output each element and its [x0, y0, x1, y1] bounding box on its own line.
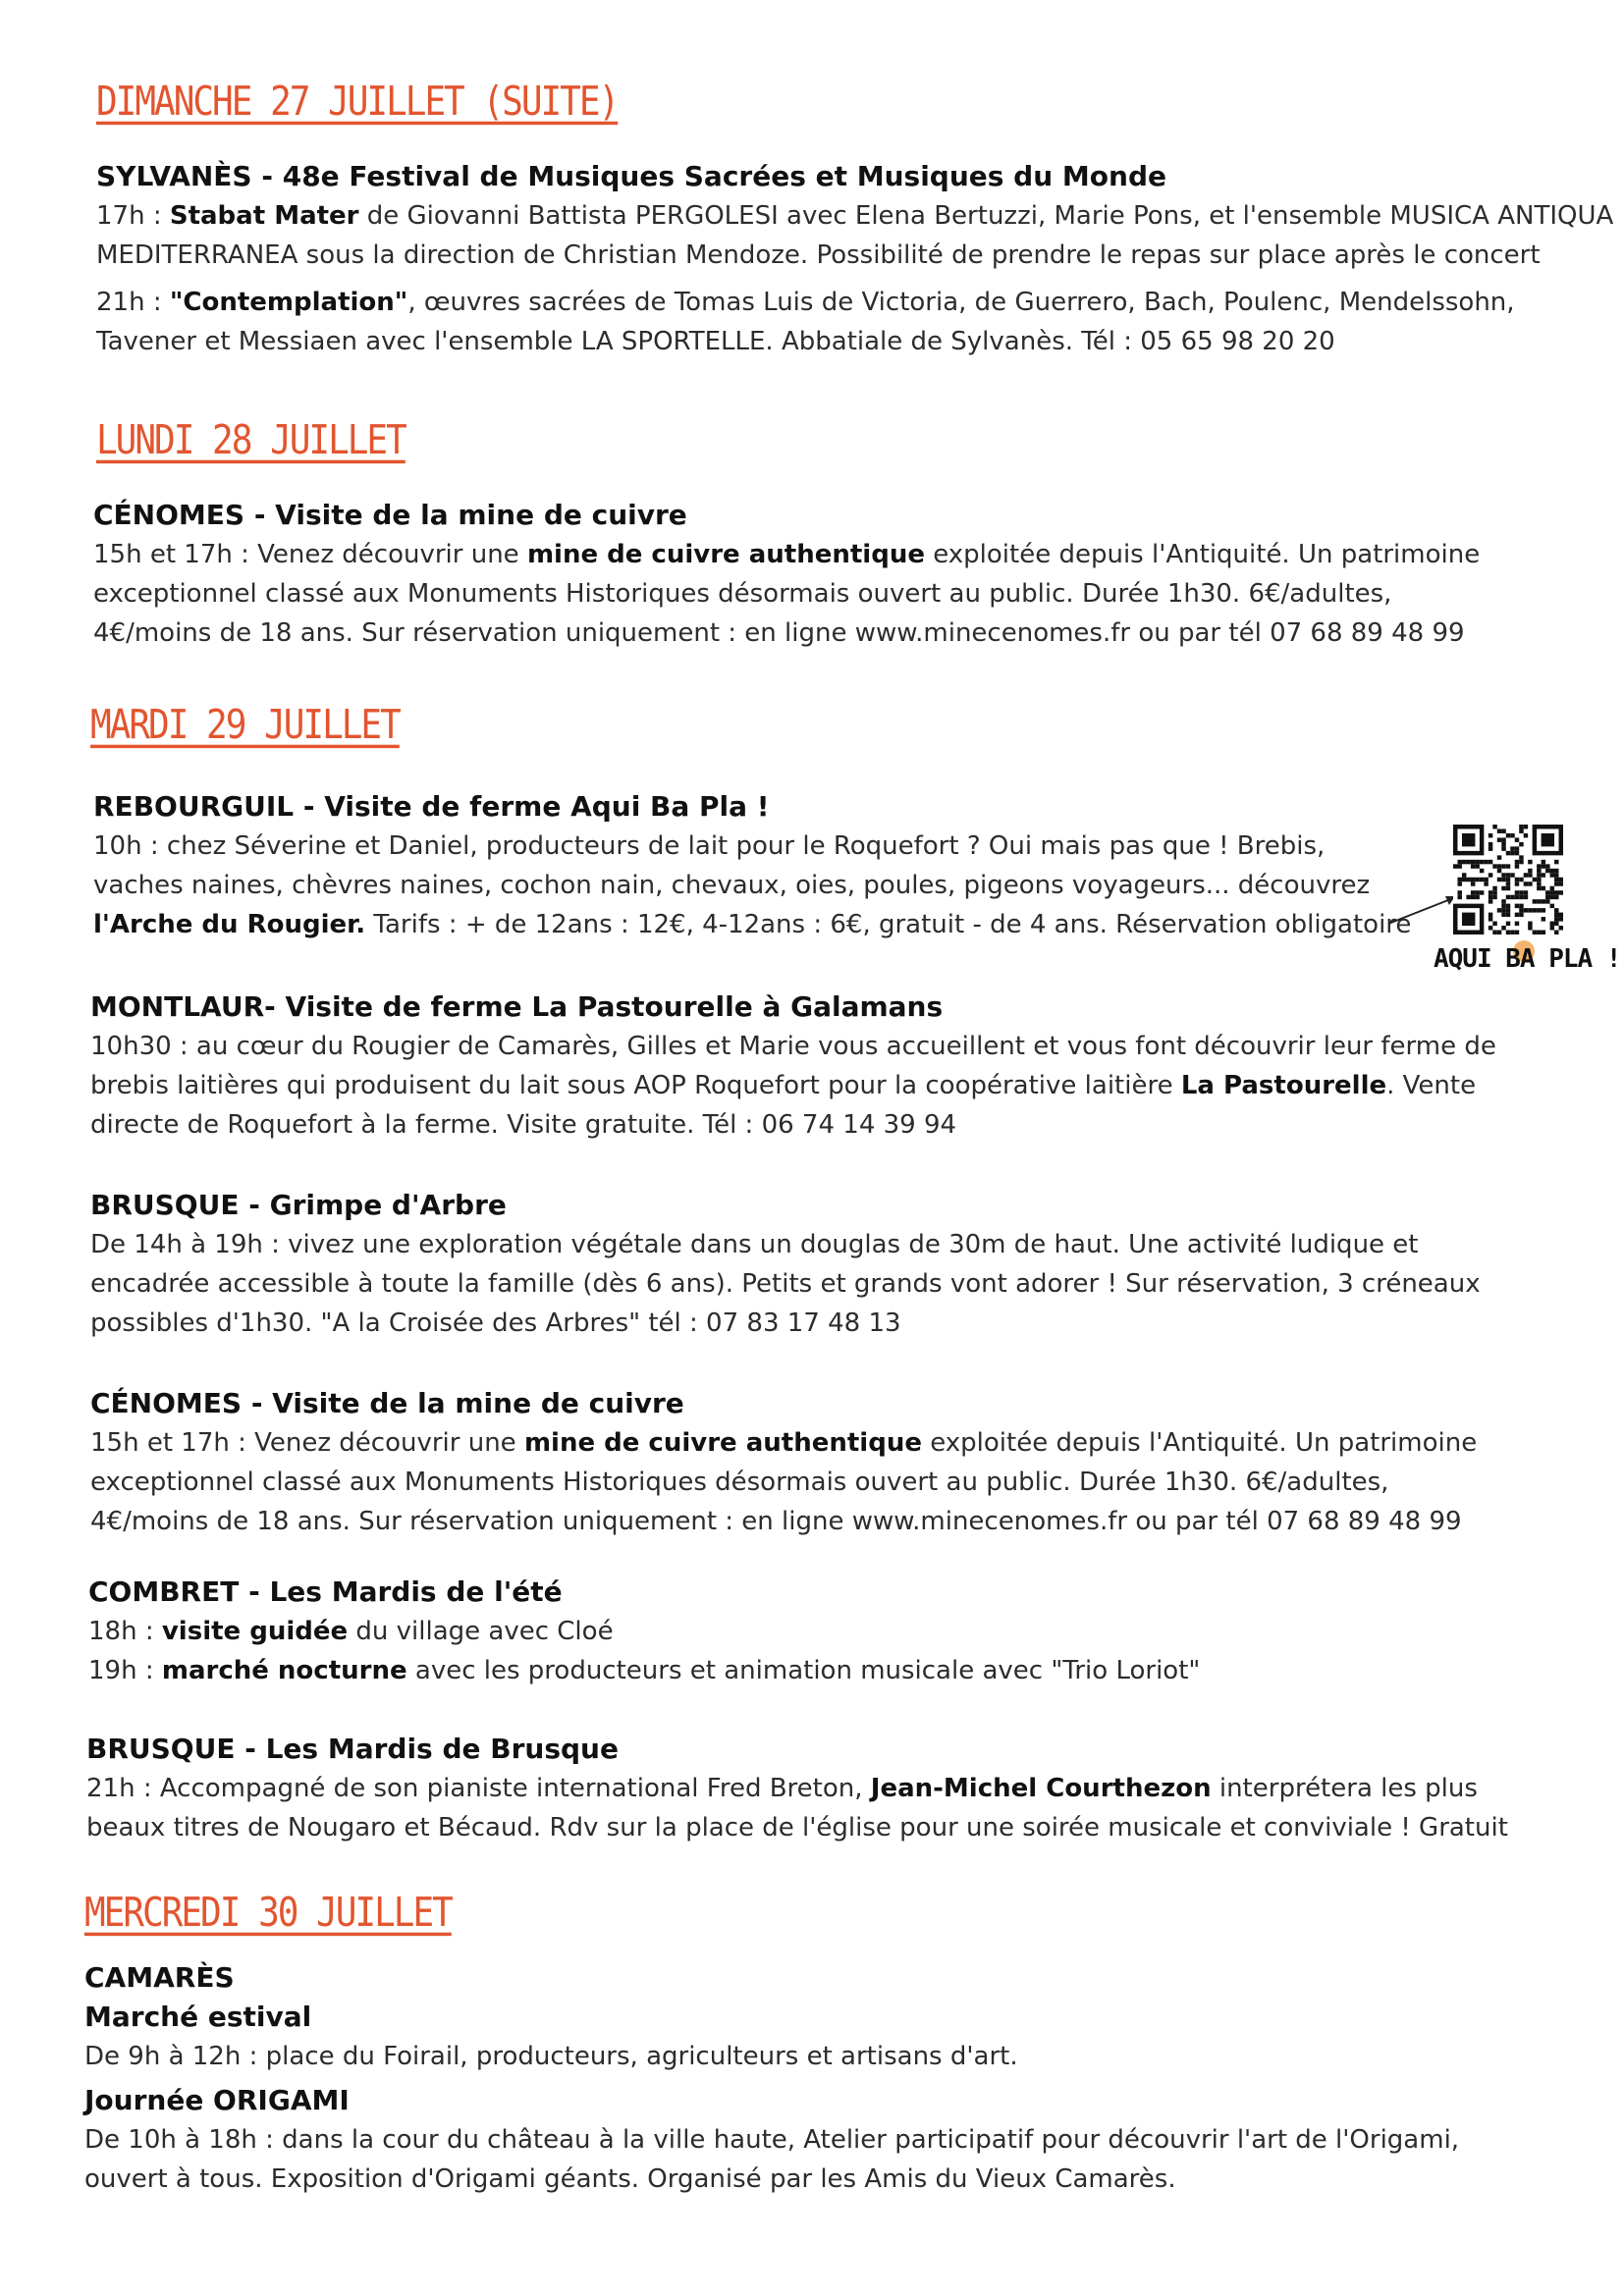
event-description [84, 2037, 1557, 2076]
description-line: beaux titres de Nougaro et Bécaud. Rdv sur la place de l'église pour une soirée musicale et conviviale ! Gratuit [86, 1813, 1508, 1842]
description-line: exceptionnel classé aux Monuments Historiques désormais ouvert au public. Durée 1h30. 6€/adultes, [90, 1468, 1389, 1497]
event-title: CÉNOMES - Visite de la mine de cuivre [90, 1387, 684, 1419]
event-title: COMBRET - Les Mardis de l'été [88, 1575, 563, 1608]
day-heading-wednesday: MERCREDI 30 JUILLET [84, 1890, 452, 1937]
arrow-icon [1384, 888, 1463, 928]
description-line: 17h : Stabat Mater de Giovanni Battista PERGOLESI avec Elena Bertuzzi, Marie Pons, et l'ensemble MUSICA ANTIQUA [96, 201, 1614, 231]
description-line: 15h et 17h : Venez découvrir une mine de cuivre authentique exploitée depuis l'Antiquité. Un patrimoine [90, 1428, 1478, 1458]
description-line: 4€/moins de 18 ans. Sur réservation uniquement : en ligne www.minecenomes.fr ou par tél 07 68 89 48 99 [93, 618, 1465, 648]
event-title: CAMARÈS [84, 1961, 235, 1994]
event-rebourguil [93, 787, 1566, 944]
event-title: REBOURGUIL - Visite de ferme Aqui Ba Pla ! [93, 790, 770, 823]
qr-code-icon [1453, 825, 1563, 934]
event-title: MONTLAUR- Visite de ferme La Pastourelle à Galamans [90, 990, 944, 1023]
event-camares [84, 1958, 1557, 1998]
event-description [86, 1769, 1559, 1847]
event-sylvanes [96, 157, 1614, 361]
event-description [88, 1612, 1561, 1690]
description-line: encadrée accessible à toute la famille (dès 6 ans). Petits et grands vont adorer ! Sur réservation, 3 créneaux [90, 1269, 1481, 1299]
description-line: 19h : marché nocturne avec les producteurs et animation musicale avec "Trio Loriot" [88, 1656, 1201, 1685]
description-line: exceptionnel classé aux Monuments Historiques désormais ouvert au public. Durée 1h30. 6€/adultes, [93, 579, 1392, 609]
event-brusque-mardis [86, 1730, 1559, 1847]
event-description [93, 827, 1566, 944]
qr-label: AQUI BA PLA ! [1434, 944, 1621, 974]
description-line: MEDITERRANEA sous la direction de Christian Mendoze. Possibilité de prendre le repas sur place après le concert [96, 240, 1541, 270]
event-description [90, 1027, 1563, 1145]
event-description [84, 2120, 1557, 2199]
day-heading-monday: LUNDI 28 JUILLET [96, 417, 406, 464]
event-description [90, 1423, 1563, 1541]
description-line: 21h : "Contemplation", œuvres sacrées de Tomas Luis de Victoria, de Guerrero, Bach, Poulenc, Mendelssohn, [96, 288, 1515, 317]
event-title: BRUSQUE - Les Mardis de Brusque [86, 1733, 619, 1765]
event-title: Journée ORIGAMI [84, 2084, 350, 2116]
description-line: De 10h à 18h : dans la cour du château à la ville haute, Atelier participatif pour découvrir l'art de l'Origami, [84, 2125, 1460, 2155]
event-description [96, 283, 1569, 361]
event-description [93, 535, 1566, 653]
event-brusque-grimpe [90, 1186, 1563, 1343]
description-line: brebis laitières qui produisent du lait sous AOP Roquefort pour la coopérative laitière La Pastourelle. Vente [90, 1071, 1477, 1100]
event-title: CÉNOMES - Visite de la mine de cuivre [93, 499, 687, 531]
event-cenomes-monday [93, 496, 1566, 653]
description-line: 10h30 : au cœur du Rougier de Camarès, Gilles et Marie vous accueillent et vous font découvrir leur ferme de [90, 1032, 1496, 1061]
description-line: De 14h à 19h : vivez une exploration végétale dans un douglas de 30m de haut. Une activité ludique et [90, 1230, 1419, 1259]
event-marche-estival [84, 1998, 1557, 2076]
event-origami [84, 2081, 1557, 2199]
description-line: vaches naines, chèvres naines, cochon nain, chevaux, oies, poules, pigeons voyageurs... découvrez [93, 871, 1371, 900]
description-line: 4€/moins de 18 ans. Sur réservation uniquement : en ligne www.minecenomes.fr ou par tél 07 68 89 48 99 [90, 1507, 1462, 1536]
event-montlaur [90, 988, 1563, 1145]
event-description [96, 196, 1614, 275]
description-line: directe de Roquefort à la ferme. Visite gratuite. Tél : 06 74 14 39 94 [90, 1110, 957, 1140]
description-line: 15h et 17h : Venez découvrir une mine de cuivre authentique exploitée depuis l'Antiquité. Un patrimoine [93, 540, 1481, 569]
description-line: l'Arche du Rougier. Tarifs : + de 12ans : 12€, 4-12ans : 6€, gratuit - de 4 ans. Réservation obligatoire [93, 910, 1412, 939]
description-line: possibles d'1h30. "A la Croisée des Arbres" tél : 07 83 17 48 13 [90, 1308, 901, 1338]
event-cenomes-tuesday [90, 1384, 1563, 1541]
description-line: 21h : Accompagné de son pianiste international Fred Breton, Jean-Michel Courthezon interprétera les plus [86, 1774, 1478, 1803]
event-title: SYLVANÈS - 48e Festival de Musiques Sacrées et Musiques du Monde [96, 160, 1166, 192]
description-line: 10h : chez Séverine et Daniel, producteurs de lait pour le Roquefort ? Oui mais pas que ! Brebis, [93, 831, 1326, 861]
description-line: 18h : visite guidée du village avec Cloé [88, 1617, 614, 1646]
event-combret [88, 1573, 1561, 1690]
event-title: BRUSQUE - Grimpe d'Arbre [90, 1189, 507, 1221]
description-line: Tavener et Messiaen avec l'ensemble LA SPORTELLE. Abbatiale de Sylvanès. Tél : 05 65 98 20 20 [96, 327, 1335, 356]
description-line: ouvert à tous. Exposition d'Origami géants. Organisé par les Amis du Vieux Camarès. [84, 2164, 1176, 2194]
event-description [90, 1225, 1563, 1343]
description-line: De 9h à 12h : place du Foirail, producteurs, agriculteurs et artisans d'art. [84, 2042, 1018, 2071]
day-heading-tuesday: MARDI 29 JUILLET [90, 702, 400, 749]
event-title: Marché estival [84, 2001, 312, 2033]
day-heading-sunday: DIMANCHE 27 JUILLET (SUITE) [96, 79, 619, 126]
